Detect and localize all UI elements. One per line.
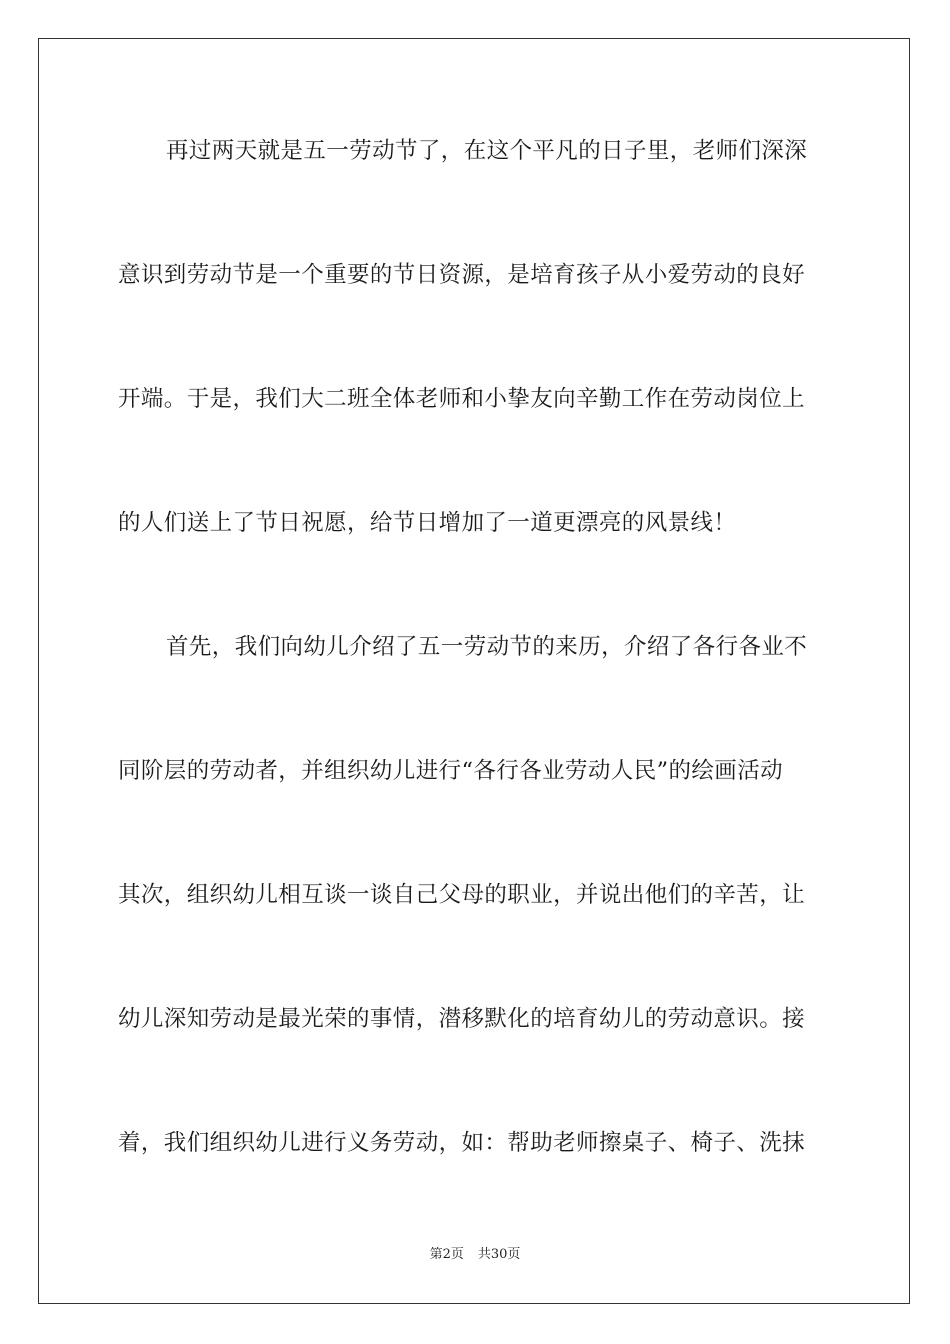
paragraph-1-line-4: 的人们送上了节日祝愿，给节日增加了一道更漂亮的风景线！ [118, 510, 737, 536]
paragraph-1-line-3: 开端。于是，我们大二班全体老师和小挚友向辛勤工作在劳动岗位上 [118, 386, 806, 412]
paragraph-2-line-2: 同阶层的劳动者，并组织幼儿进行“各行各业劳动人民”的绘画活动 [118, 758, 784, 784]
page-number: 第2页 [429, 1247, 464, 1262]
paragraph-1-line-1: 再过两天就是五一劳动节了，在这个平凡的日子里，老师们深深 [166, 138, 808, 164]
page-total: 共30页 [477, 1247, 521, 1262]
paragraph-2-line-5: 着，我们组织幼儿进行义务劳动，如：帮助老师擦桌子、椅子、洗抹 [118, 1130, 806, 1156]
page-footer [0, 1246, 950, 1264]
paragraph-2-line-1: 首先，我们向幼儿介绍了五一劳动节的来历，介绍了各行各业不 [166, 634, 808, 660]
paragraph-2-line-4: 幼儿深知劳动是最光荣的事情，潜移默化的培育幼儿的劳动意识。接 [118, 1006, 806, 1032]
page-border [38, 38, 910, 1304]
paragraph-2-line-3: 其次，组织幼儿相互谈一谈自己父母的职业，并说出他们的辛苦，让 [118, 882, 806, 908]
paragraph-1-line-2: 意识到劳动节是一个重要的节日资源，是培育孩子从小爱劳动的良好 [118, 262, 806, 288]
